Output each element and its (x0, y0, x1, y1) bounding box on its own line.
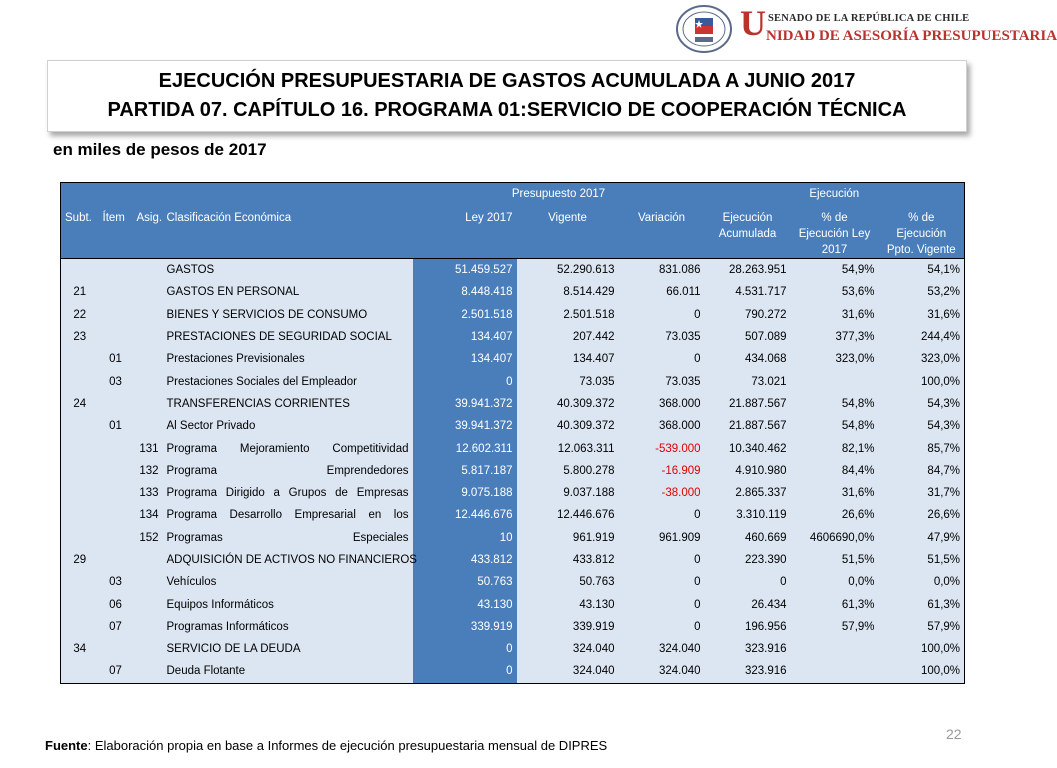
cell-ley: 39.941.372 (413, 393, 517, 415)
cell-variacion: 0 (619, 504, 705, 526)
cell-item (99, 549, 133, 571)
cell-pct-vigente: 323,0% (879, 348, 965, 370)
table-body (61, 259, 965, 684)
cell-vigente: 2.501.518 (517, 304, 619, 326)
cell-pct-ley: 26,6% (791, 504, 879, 526)
cell-pct-ley: 82,1% (791, 437, 879, 459)
cell-asig (133, 304, 163, 326)
cell-clasificacion: Prestaciones Sociales del Empleador (163, 370, 413, 392)
cell-subt (61, 571, 99, 593)
cell-item (99, 460, 133, 482)
cell-ejecucion-acumulada: 26.434 (705, 593, 791, 615)
cell-ley: 0 (413, 370, 517, 392)
cell-variacion: 0 (619, 593, 705, 615)
col-header-asig: Asig. (133, 205, 163, 259)
cell-clasificacion: Programas Informáticos (163, 616, 413, 638)
table-row (61, 259, 965, 282)
table-row (61, 415, 965, 437)
cell-item (99, 527, 133, 549)
cell-asig (133, 616, 163, 638)
cell-pct-ley: 57,9% (791, 616, 879, 638)
cell-asig (133, 370, 163, 392)
cell-subt (61, 437, 99, 459)
cell-ley: 8.448.418 (413, 281, 517, 303)
table-row (61, 527, 965, 549)
col-header-item: Ítem (99, 205, 133, 259)
table-header (61, 183, 965, 259)
cell-ley: 50.763 (413, 571, 517, 593)
cell-vigente: 9.037.188 (517, 482, 619, 504)
cell-asig (133, 281, 163, 303)
cell-item (99, 326, 133, 348)
table-row (61, 504, 965, 526)
table-row (61, 482, 965, 504)
cell-asig: 131 (133, 437, 163, 459)
cell-asig (133, 549, 163, 571)
cell-pct-ley (791, 660, 879, 683)
cell-ejecucion-acumulada: 507.089 (705, 326, 791, 348)
cell-clasificacion: Vehículos (163, 571, 413, 593)
col-header-subt: Subt. (61, 205, 99, 259)
cell-clasificacion: Al Sector Privado (163, 415, 413, 437)
cell-pct-vigente: 85,7% (879, 437, 965, 459)
cell-subt (61, 415, 99, 437)
col-header-variacion: Variación (619, 205, 705, 259)
cell-ejecucion-acumulada: 21.887.567 (705, 393, 791, 415)
cell-item: 03 (99, 370, 133, 392)
cell-asig (133, 660, 163, 683)
cell-ley: 10 (413, 527, 517, 549)
cell-ejecucion-acumulada: 323.916 (705, 638, 791, 660)
table-row (61, 304, 965, 326)
table-row (61, 326, 965, 348)
cell-item: 07 (99, 660, 133, 683)
cell-subt (61, 259, 99, 282)
cell-subt (61, 482, 99, 504)
cell-pct-vigente: 47,9% (879, 527, 965, 549)
cell-vigente: 12.063.311 (517, 437, 619, 459)
col-header-vigente: Vigente (517, 205, 619, 259)
cell-ejecucion-acumulada: 323.916 (705, 660, 791, 683)
budget-table (60, 182, 965, 684)
col-header-ejecucion-acumulada-l2: Acumulada (718, 228, 777, 240)
cell-vigente: 134.407 (517, 348, 619, 370)
senate-logo (672, 3, 1057, 54)
cell-ley: 9.075.188 (413, 482, 517, 504)
cell-item: 07 (99, 616, 133, 638)
cell-pct-ley: 0,0% (791, 571, 879, 593)
cell-subt (61, 660, 99, 683)
cell-item (99, 393, 133, 415)
cell-pct-ley: 4606690,0% (791, 527, 879, 549)
cell-ley: 5.817.187 (413, 460, 517, 482)
cell-subt (61, 460, 99, 482)
page-title-line1: EJECUCIÓN PRESUPUESTARIA DE GASTOS ACUMULADA A JUNIO 2017 (158, 70, 856, 92)
col-header-pct-ley (791, 205, 879, 259)
cell-clasificacion: GASTOS EN PERSONAL (163, 281, 413, 303)
cell-ejecucion-acumulada: 73.021 (705, 370, 791, 392)
cell-vigente: 339.919 (517, 616, 619, 638)
cell-subt: 23 (61, 326, 99, 348)
cell-pct-ley (791, 638, 879, 660)
cell-ejecucion-acumulada: 790.272 (705, 304, 791, 326)
cell-asig (133, 326, 163, 348)
cell-clasificacion: PRESTACIONES DE SEGURIDAD SOCIAL (163, 326, 413, 348)
cell-variacion: 73.035 (619, 370, 705, 392)
cell-item (99, 638, 133, 660)
cell-item (99, 437, 133, 459)
logo-unit-name: NIDAD DE ASESORÍA PRESUPUESTARIA (766, 28, 1057, 44)
cell-pct-vigente: 0,0% (879, 571, 965, 593)
cell-pct-ley: 323,0% (791, 348, 879, 370)
cell-clasificacion: Programas Especiales (163, 527, 413, 549)
cell-variacion: 0 (619, 348, 705, 370)
cell-vigente: 8.514.429 (517, 281, 619, 303)
cell-subt: 22 (61, 304, 99, 326)
cell-variacion: 831.086 (619, 259, 705, 282)
cell-asig (133, 571, 163, 593)
cell-variacion: 368.000 (619, 393, 705, 415)
cell-pct-vigente: 51,5% (879, 549, 965, 571)
source-label: Fuente (45, 738, 88, 753)
cell-clasificacion: TRANSFERENCIAS CORRIENTES (163, 393, 413, 415)
cell-vigente: 12.446.676 (517, 504, 619, 526)
cell-ley: 39.941.372 (413, 415, 517, 437)
cell-clasificacion: Programa Emprendedores (163, 460, 413, 482)
table-row (61, 393, 965, 415)
cell-vigente: 324.040 (517, 660, 619, 683)
col-header-pct-vigente-l2: Ejecución (896, 228, 947, 240)
cell-vigente: 324.040 (517, 638, 619, 660)
cell-ejecucion-acumulada: 4.531.717 (705, 281, 791, 303)
cell-variacion: 66.011 (619, 281, 705, 303)
col-header-ejecucion-acumulada (705, 205, 791, 259)
cell-clasificacion: Programa Mejoramiento Competitividad (163, 437, 413, 459)
table-row (61, 571, 965, 593)
col-header-clasificacion: Clasificación Económica (163, 205, 413, 259)
col-header-pct-vigente-l1: % de (908, 212, 935, 224)
cell-pct-vigente: 100,0% (879, 370, 965, 392)
table-row (61, 660, 965, 683)
title-box (47, 60, 967, 132)
col-header-ejecucion-acumulada-l1: Ejecución (722, 212, 773, 224)
cell-clasificacion: Programa Dirigido a Grupos de Empresas (163, 482, 413, 504)
cell-ejecucion-acumulada: 0 (705, 571, 791, 593)
cell-item: 01 (99, 348, 133, 370)
cell-asig: 152 (133, 527, 163, 549)
cell-vigente: 43.130 (517, 593, 619, 615)
page-number: 22 (946, 726, 962, 742)
cell-variacion: -38.000 (619, 482, 705, 504)
cell-ejecucion-acumulada: 2.865.337 (705, 482, 791, 504)
cell-ejecucion-acumulada: 4.910.980 (705, 460, 791, 482)
col-header-pct-ley-l3: 2017 (821, 244, 848, 256)
cell-pct-ley: 31,6% (791, 482, 879, 504)
table-row (61, 460, 965, 482)
cell-pct-vigente: 57,9% (879, 616, 965, 638)
cell-vigente: 50.763 (517, 571, 619, 593)
col-header-pct-vigente-l3: Ppto. Vigente (886, 244, 956, 256)
cell-asig: 134 (133, 504, 163, 526)
cell-ley: 134.407 (413, 326, 517, 348)
cell-ley: 12.602.311 (413, 437, 517, 459)
cell-asig (133, 638, 163, 660)
cell-clasificacion: GASTOS (163, 259, 413, 282)
table-row (61, 549, 965, 571)
cell-variacion: 0 (619, 571, 705, 593)
cell-vigente: 207.442 (517, 326, 619, 348)
cell-clasificacion: Prestaciones Previsionales (163, 348, 413, 370)
cell-item (99, 504, 133, 526)
col-header-ley: Ley 2017 (413, 205, 517, 259)
col-header-pct-vigente (879, 205, 965, 259)
table-row (61, 616, 965, 638)
cell-pct-vigente: 84,7% (879, 460, 965, 482)
units-subtitle: en miles de pesos de 2017 (53, 140, 267, 159)
cell-asig: 133 (133, 482, 163, 504)
cell-ejecucion-acumulada: 460.669 (705, 527, 791, 549)
cell-ejecucion-acumulada: 196.956 (705, 616, 791, 638)
table-row (61, 638, 965, 660)
cell-asig (133, 259, 163, 282)
cell-ley: 2.501.518 (413, 304, 517, 326)
cell-ley: 43.130 (413, 593, 517, 615)
cell-clasificacion: Programa Desarrollo Empresarial en los (163, 504, 413, 526)
cell-pct-vigente: 244,4% (879, 326, 965, 348)
cell-variacion: 0 (619, 304, 705, 326)
cell-vigente: 73.035 (517, 370, 619, 392)
cell-ley: 134.407 (413, 348, 517, 370)
source-text: : Elaboración propia en base a Informes de ejecución presupuestaria mensual de DIPRES (87, 738, 608, 753)
cell-ejecucion-acumulada: 10.340.462 (705, 437, 791, 459)
cell-pct-vigente: 100,0% (879, 638, 965, 660)
cell-asig (133, 348, 163, 370)
cell-pct-vigente: 26,6% (879, 504, 965, 526)
cell-vigente: 433.812 (517, 549, 619, 571)
cell-subt (61, 370, 99, 392)
cell-item (99, 259, 133, 282)
cell-item (99, 281, 133, 303)
cell-pct-vigente: 54,1% (879, 259, 965, 282)
cell-subt (61, 348, 99, 370)
cell-pct-ley: 54,8% (791, 393, 879, 415)
cell-pct-vigente: 100,0% (879, 660, 965, 683)
cell-variacion: 0 (619, 616, 705, 638)
cell-pct-ley: 54,8% (791, 415, 879, 437)
cell-pct-vigente: 54,3% (879, 393, 965, 415)
cell-variacion: 368.000 (619, 415, 705, 437)
cell-variacion: 73.035 (619, 326, 705, 348)
cell-subt (61, 527, 99, 549)
budget-table-container (60, 182, 964, 684)
group-header-presupuesto: Presupuesto 2017 (413, 183, 705, 206)
cell-subt: 29 (61, 549, 99, 571)
header-spacer (61, 183, 413, 206)
cell-pct-ley: 31,6% (791, 304, 879, 326)
cell-ejecucion-acumulada: 28.263.951 (705, 259, 791, 282)
cell-pct-ley: 377,3% (791, 326, 879, 348)
cell-ley: 0 (413, 660, 517, 683)
cell-ejecucion-acumulada: 223.390 (705, 549, 791, 571)
cell-clasificacion: Equipos Informáticos (163, 593, 413, 615)
table-row (61, 370, 965, 392)
cell-ley: 51.459.527 (413, 259, 517, 282)
cell-pct-ley: 54,9% (791, 259, 879, 282)
source-note (45, 738, 607, 753)
cell-pct-ley: 84,4% (791, 460, 879, 482)
cell-pct-ley: 53,6% (791, 281, 879, 303)
cell-variacion: 961.909 (619, 527, 705, 549)
table-row (61, 593, 965, 615)
cell-item (99, 482, 133, 504)
cell-variacion: -16.909 (619, 460, 705, 482)
cell-variacion: -539.000 (619, 437, 705, 459)
cell-vigente: 52.290.613 (517, 259, 619, 282)
cell-pct-vigente: 31,7% (879, 482, 965, 504)
cell-variacion: 0 (619, 549, 705, 571)
cell-item: 06 (99, 593, 133, 615)
col-header-pct-ley-l1: % de (821, 212, 848, 224)
cell-item: 03 (99, 571, 133, 593)
cell-clasificacion: ADQUISICIÓN DE ACTIVOS NO FINANCIEROS (163, 549, 413, 571)
cell-ley: 433.812 (413, 549, 517, 571)
cell-pct-vigente: 31,6% (879, 304, 965, 326)
cell-item (99, 304, 133, 326)
cell-ley: 339.919 (413, 616, 517, 638)
cell-asig (133, 393, 163, 415)
cell-pct-ley (791, 370, 879, 392)
cell-asig (133, 593, 163, 615)
cell-ejecucion-acumulada: 434.068 (705, 348, 791, 370)
cell-subt: 34 (61, 638, 99, 660)
cell-variacion: 324.040 (619, 660, 705, 683)
table-row (61, 281, 965, 303)
cell-vigente: 5.800.278 (517, 460, 619, 482)
group-header-ejecucion: Ejecución (705, 183, 965, 206)
cell-clasificacion: SERVICIO DE LA DEUDA (163, 638, 413, 660)
cell-vigente: 40.309.372 (517, 415, 619, 437)
cell-subt (61, 616, 99, 638)
cell-ley: 12.446.676 (413, 504, 517, 526)
cell-asig (133, 415, 163, 437)
cell-subt: 21 (61, 281, 99, 303)
senate-seal-icon (675, 4, 733, 54)
cell-clasificacion: Deuda Flotante (163, 660, 413, 683)
cell-vigente: 961.919 (517, 527, 619, 549)
cell-subt (61, 504, 99, 526)
cell-pct-vigente: 54,3% (879, 415, 965, 437)
logo-initial: U (740, 3, 766, 43)
cell-clasificacion: BIENES Y SERVICIOS DE CONSUMO (163, 304, 413, 326)
cell-pct-ley: 61,3% (791, 593, 879, 615)
col-header-pct-ley-l2: Ejecución Ley (798, 228, 871, 240)
cell-subt (61, 593, 99, 615)
table-row (61, 348, 965, 370)
cell-item: 01 (99, 415, 133, 437)
table-row (61, 437, 965, 459)
cell-pct-vigente: 53,2% (879, 281, 965, 303)
cell-subt: 24 (61, 393, 99, 415)
cell-ley: 0 (413, 638, 517, 660)
cell-ejecucion-acumulada: 21.887.567 (705, 415, 791, 437)
cell-pct-ley: 51,5% (791, 549, 879, 571)
cell-asig: 132 (133, 460, 163, 482)
cell-variacion: 324.040 (619, 638, 705, 660)
cell-vigente: 40.309.372 (517, 393, 619, 415)
logo-senate-name: SENADO DE LA REPÚBLICA DE CHILE (768, 13, 970, 24)
cell-pct-vigente: 61,3% (879, 593, 965, 615)
page-title-line2: PARTIDA 07. CAPÍTULO 16. PROGRAMA 01:SERVICIO DE COOPERACIÓN TÉCNICA (107, 99, 907, 121)
cell-ejecucion-acumulada: 3.310.119 (705, 504, 791, 526)
